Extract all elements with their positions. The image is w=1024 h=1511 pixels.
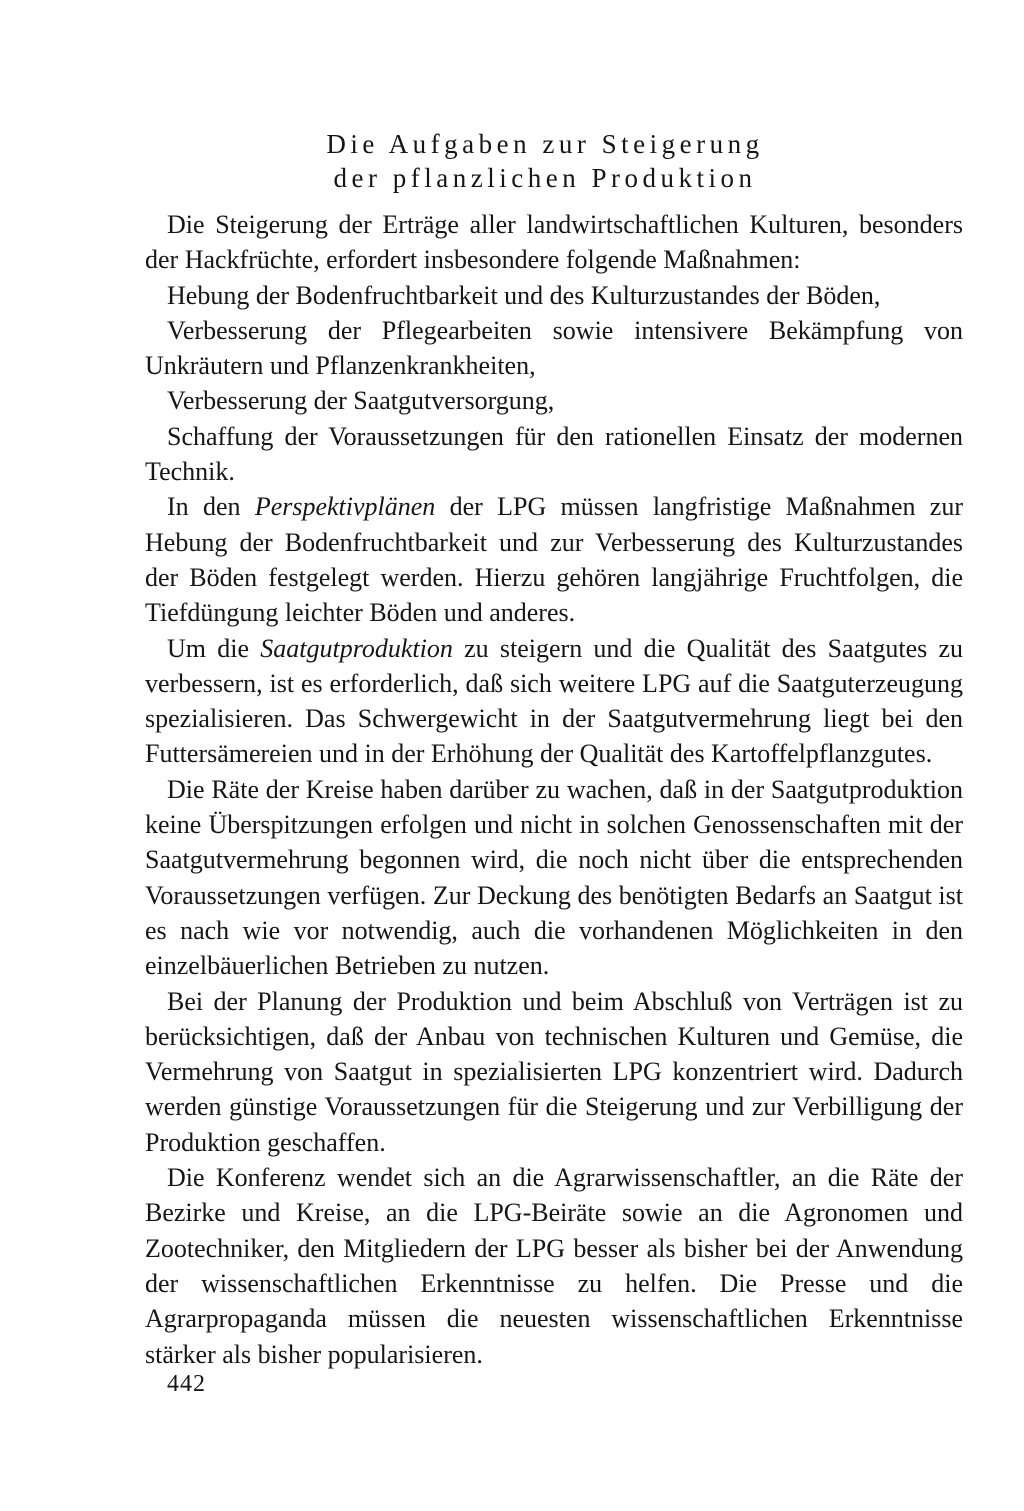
measure-item: Verbesserung der Saatgutversorgung, <box>167 386 555 416</box>
perspektiv-paragraph <box>145 489 963 630</box>
page-number: 442 <box>167 1371 206 1397</box>
emphasis-perspektivplaene: Perspektivplänen <box>254 492 436 522</box>
section-heading <box>150 127 940 195</box>
saatgut-paragraph <box>145 631 963 772</box>
text-run: zu steigern und die Qualität des Saatgutes zu verbessern, ist es erforderlich, daß sich weitere LPG auf die Saatguterzeugung spezialisieren. Das Schwergewicht in der Saatgutvermehrung liegt bei den Futtersämereien und in der Erhöhung der Qualität des Kartoffelpflanzgutes. <box>145 633 964 769</box>
measure-item: Schaffung der Voraussetzungen für den rationellen Einsatz der modernen Technik. <box>145 421 963 487</box>
text-run: In den <box>167 492 255 522</box>
intro-paragraph: Die Steigerung der Erträge aller landwirtschaftlichen Kulturen, besonders der Hackfrüchte, erfordert insbesondere folgende Maßnahmen: <box>145 210 963 275</box>
measure-item: Verbesserung der Pflegearbeiten sowie intensivere Bekämpfung von Unkräutern und Pflanzenkrankheiten, <box>145 315 963 381</box>
planung-paragraph: Bei der Planung der Produktion und beim Abschluß von Verträgen ist zu berücksichtigen, daß der Anbau von technischen Kulturen und Gemüse, die Vermehrung von Saatgut in spezialisierten LPG konzentriert wird. Dadurch werden günstige Voraussetzungen für die Steigerung und zur Verbilligung der Produktion geschaffen. <box>145 986 963 1157</box>
konferenz-paragraph: Die Konferenz wendet sich an die Agrarwissenschaftler, an die Räte der Bezirke und Kreise, an die LPG-Beiräte sowie an die Agronomen und Zootechniker, den Mitgliedern der LPG besser als bisher bei der Anwendung der wissenschaftlichen Erkenntnisse zu helfen. Die Presse und die Agrarpropaganda müssen die neuesten wissenschaftlichen Erkenntnisse stärker als bisher popularisieren. <box>145 1163 963 1369</box>
measure-item: Hebung der Bodenfruchtbarkeit und des Kulturzustandes der Böden, <box>167 280 881 310</box>
body-text <box>145 207 963 1372</box>
emphasis-saatgutproduktion: Saatgutproduktion <box>260 633 453 663</box>
heading-line-2: der pflanzlichen Produktion <box>333 163 757 193</box>
raete-paragraph: Die Räte der Kreise haben darüber zu wachen, daß in der Saatgutproduktion keine Überspitzungen erfolgen und nicht in solchen Genossenschaften mit der Saatgutvermehrung begonnen wird, die noch nicht über die entsprechenden Voraussetzungen verfügen. Zur Deckung des benötigten Bedarfs an Saatgut ist es nach wie vor notwendig, auch die vorhandenen Möglichkeiten in den einzelbäuerlichen Betrieben zu nutzen. <box>145 774 963 981</box>
text-run: Um die <box>167 633 261 663</box>
heading-line-1: Die Aufgaben zur Steigerung <box>326 129 764 159</box>
text-run: der LPG müssen langfristige Maßnahmen zur Hebung der Bodenfruchtbarkeit und zur Verbesserung des Kulturzustandes der Böden festgelegt werden. Hierzu gehören langjährige Fruchtfolgen, die Tiefdüngung leichter Böden und anderes. <box>145 492 964 628</box>
